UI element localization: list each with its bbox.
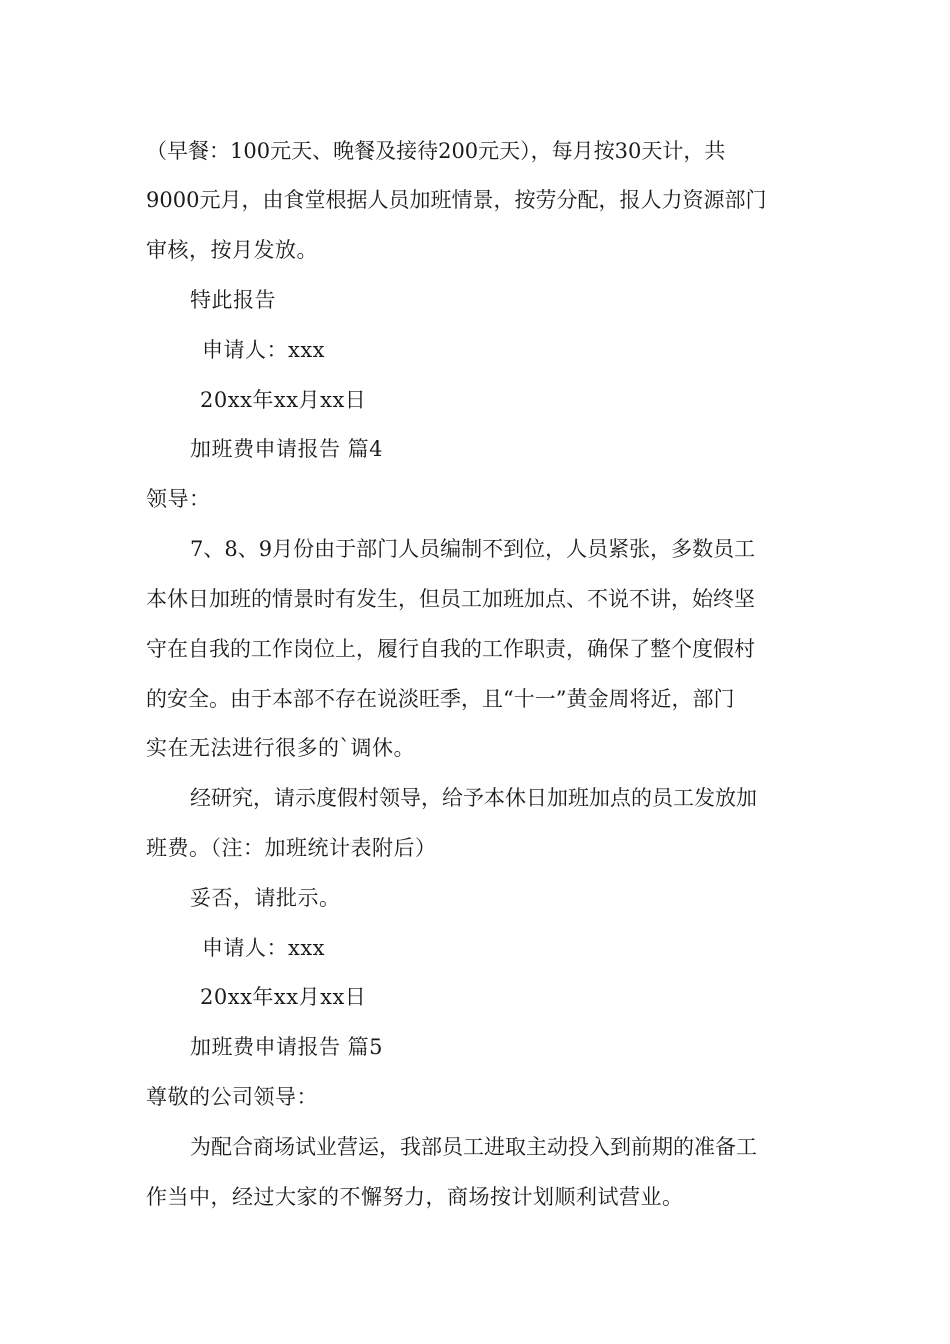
applicant-line: 申请人：xxx	[202, 338, 326, 362]
paragraph-line: 本休日加班的情景时有发生，但员工加班加点、不说不讲，始终坚	[146, 587, 755, 611]
paragraph-line: 7、8、9月份由于部门人员编制不到位，人员紧张，多数员工	[190, 537, 756, 561]
paragraph-line: 守在自我的工作岗位上，履行自我的工作职责，确保了整个度假村	[146, 637, 755, 661]
section-heading: 加班费申请报告 篇5	[190, 1035, 384, 1059]
paragraph-line: 审核，按月发放。	[146, 238, 318, 262]
closing-text: 妥否，请批示。	[190, 886, 341, 910]
applicant-line: 申请人：xxx	[202, 936, 326, 960]
paragraph-line: 班费。（注：加班统计表附后）	[146, 836, 437, 860]
paragraph-line: 作当中，经过大家的不懈努力，商场按计划顺利试营业。	[146, 1185, 684, 1209]
paragraph-line: 9000元月，由食堂根据人员加班情景，按劳分配，报人力资源部门	[146, 188, 767, 212]
salutation: 尊敬的公司领导：	[146, 1085, 318, 1109]
section-heading: 加班费申请报告 篇4	[190, 437, 384, 461]
paragraph-line: 实在无法进行很多的`调休。	[146, 736, 415, 760]
paragraph-line: 经研究，请示度假村领导，给予本休日加班加点的员工发放加	[190, 786, 757, 810]
paragraph-line: 的安全。由于本部不存在说淡旺季，且“十一”黄金周将近，部门	[146, 687, 735, 711]
closing-text: 特此报告	[190, 288, 276, 312]
date-line: 20xx年xx月xx日	[200, 985, 367, 1009]
date-line: 20xx年xx月xx日	[200, 388, 367, 412]
paragraph-line: 为配合商场试业营运，我部员工进取主动投入到前期的准备工	[190, 1135, 757, 1159]
salutation: 领导：	[146, 487, 211, 511]
paragraph-line: （早餐：100元天、晚餐及接待200元天），每月按30天计，共	[146, 139, 726, 163]
